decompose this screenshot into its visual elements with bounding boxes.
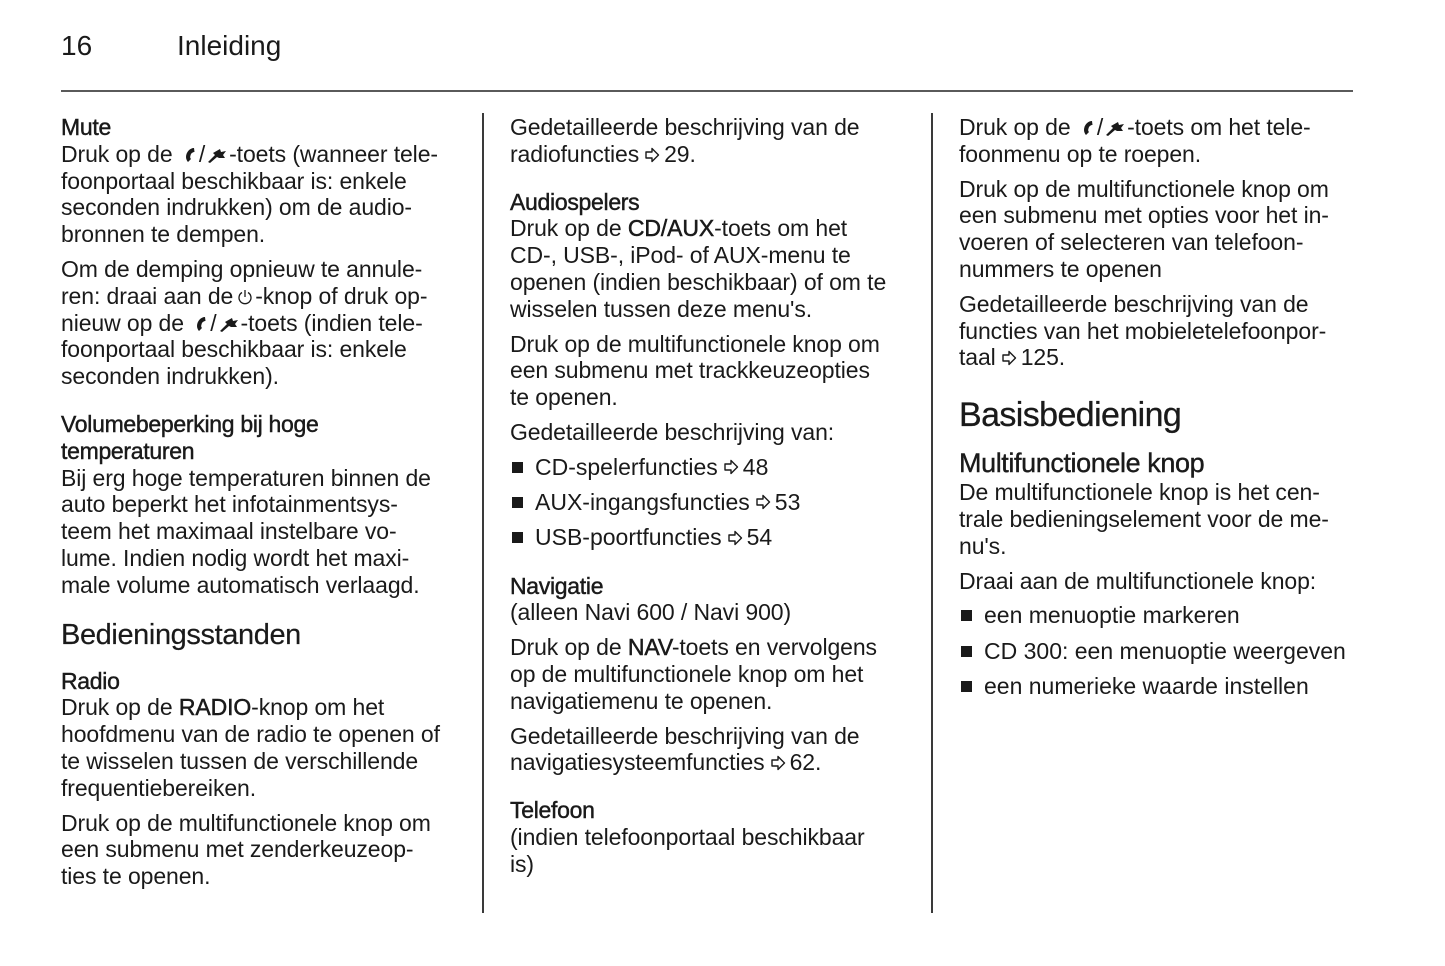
header-rule — [61, 90, 1353, 92]
column-divider-1 — [482, 113, 484, 913]
chapter-title: Inleiding — [177, 30, 282, 61]
list-item: een numerieke waarde instellen — [959, 673, 1369, 700]
heading-mute: Mute — [61, 114, 111, 140]
column-2 — [510, 114, 920, 878]
heading-phone: Telefoon — [510, 797, 595, 824]
square-bullet — [512, 462, 523, 473]
phone-icon — [182, 146, 198, 164]
phone-icon — [193, 315, 209, 333]
page-reference[interactable]: 48 — [742, 453, 769, 480]
section-phone: Telefoon (indien telefoonportaal beschikbaar is) — [510, 797, 920, 877]
reference-arrow-icon — [722, 458, 740, 476]
phone-icon — [1080, 119, 1096, 137]
key-nav: NAV — [627, 634, 672, 661]
reference-arrow-icon — [643, 146, 661, 164]
mute-icon — [218, 315, 240, 333]
page-reference[interactable]: 62. — [789, 749, 822, 776]
square-bullet — [512, 532, 523, 543]
heading-radio: Radio — [61, 667, 120, 694]
section-navigation: Navigatie (alleen Navi 600 / Navi 900) Druk op de NAV-toets en vervolgens op de multifunctionele knop om het navigatiemenu te openen. Gedetailleerde beschrijving van de navigatiesysteemfuncties 62. — [510, 573, 920, 777]
square-bullet — [512, 497, 523, 508]
section-audio-players: Audiospelers Druk op de CD/AUX-toets om het CD-, USB-, iPod- of AUX-menu te openen (indien beschikbaar) of om te wisselen tussen deze menu's. Druk op de multifunctionele knop om een submenu met trackkeuzeopties te openen. Gedetailleerde beschrijving van: CD-spelerfuncties 48 AUX-ingangsfuncties 53 USB-poortfuncties 54 — [510, 189, 920, 552]
heading-volume-limit: Volumebeperking bij hoge — [61, 410, 319, 437]
square-bullet — [961, 681, 972, 692]
mute-icon — [206, 146, 228, 164]
page-reference[interactable]: 53 — [774, 489, 801, 516]
section-radio: Radio Druk op de RADIO-knop om het hoofdmenu van de radio te openen of te wisselen tussen de verschillende frequentiebereiken. Druk op de multifunctionele knop om een submenu met zenderkeuzeop- ties te openen. — [61, 668, 471, 890]
heading-audio-players: Audiospelers — [510, 188, 640, 215]
phone-continued: Druk op de / -toets om het tele- foonmenu op te roepen. Druk op de multifunctionele knop om een submenu met opties voor het in- voeren of selecteren van telefoon- nummers te openen Gedetailleerde beschrijving van de functies van het mobieletelefoonpor- taal 125. — [959, 114, 1329, 371]
reference-arrow-icon — [1000, 349, 1018, 367]
mute-icon — [1104, 119, 1126, 137]
heading-multifunction-knob: Multifunctionele knop — [959, 448, 1205, 479]
page-reference[interactable]: 54 — [746, 524, 773, 551]
section-volume-limit: Volumebeperking bij hoge temperaturen Bij erg hoge temperaturen binnen de auto beperkt het infotainmentsys- teem het maximaal instelbare vo- lume. Indien nodig wordt het maxi- male volume automatisch verlaagd. — [61, 411, 471, 599]
reference-arrow-icon — [754, 493, 772, 511]
list-item: USB-poortfuncties 54 — [510, 524, 920, 551]
page-header — [61, 28, 1353, 68]
key-radio: RADIO — [178, 694, 252, 721]
list-item: een menuoptie markeren — [959, 602, 1369, 629]
radio-reference: Gedetailleerde beschrijving van de radiofuncties 29. — [510, 114, 860, 167]
heading-basic-operation: Basisbediening — [959, 396, 1182, 435]
section-mute: Mute Druk op de / -toets (wanneer tele- foonportaal beschikbaar is: enkele seconden indrukken) om de audio- bronnen te dempen. Om de demping opnieuw te annule- ren: draai aan de -knop of druk op- nieuw op de / -toets (indien tele- foonportaal beschikbaar is: enkele seconden indrukken). — [61, 114, 471, 390]
power-icon — [236, 288, 254, 306]
page-reference[interactable]: 29. — [664, 140, 696, 167]
heading-navigation: Navigatie — [510, 572, 604, 599]
column-1 — [61, 114, 471, 890]
square-bullet — [961, 646, 972, 657]
list-item: AUX-ingangsfuncties 53 — [510, 489, 920, 516]
reference-arrow-icon — [769, 754, 787, 772]
column-divider-2 — [931, 113, 933, 913]
square-bullet — [961, 610, 972, 621]
page-number: 16 — [61, 30, 93, 61]
list-item: CD 300: een menuoptie weergeven — [959, 638, 1369, 665]
key-cd-aux: CD/AUX — [627, 215, 715, 242]
heading-operating-modes: Bedieningsstanden — [61, 618, 301, 651]
reference-arrow-icon — [726, 529, 744, 547]
list-item: CD-spelerfuncties 48 — [510, 454, 920, 481]
page-reference[interactable]: 125. — [1020, 344, 1066, 371]
section-multifunction-knob: Multifunctionele knop De multifunctionele knop is het cen- trale bedieningselement voor de me- nu's. Draai aan de multifunctionele knop: een menuoptie markeren CD 300: een menuoptie weergeven een numerieke waarde instellen — [959, 447, 1369, 700]
column-3 — [959, 114, 1369, 708]
